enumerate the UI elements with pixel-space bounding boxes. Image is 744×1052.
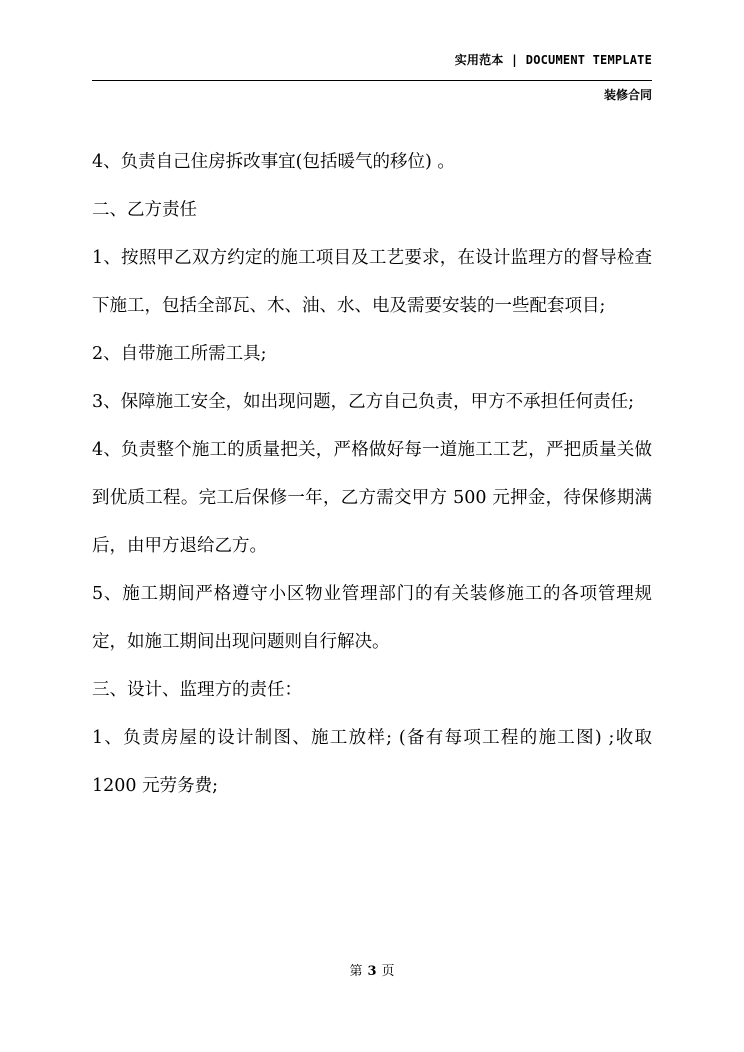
header-label: 实用范本 | DOCUMENT TEMPLATE <box>454 53 652 67</box>
page-suffix: 页 <box>381 964 395 979</box>
page-number: 3 <box>367 964 377 979</box>
paragraph-design-drawings: 1、负责房屋的设计制图、施工放样; (备有每项工程的施工图) ;收取 1200 元劳务费; <box>92 728 652 796</box>
paragraph-construction-items: 1、按照甲乙双方约定的施工项目及工艺要求，在设计监理方的督导检查下施工，包括全部瓦、木、油、水、电及需要安装的一些配套项目; <box>92 248 652 316</box>
page-header <box>92 48 652 105</box>
paragraph-regulations: 5、施工期间严格遵守小区物业管理部门的有关装修施工的各项管理规定，如施工期间出现问题则自行解决。 <box>92 584 652 652</box>
header-divider <box>92 80 652 81</box>
section-heading-party-b: 二、乙方责任 <box>92 200 197 220</box>
page-footer <box>0 962 744 982</box>
document-title: 装修合同 <box>603 88 652 102</box>
paragraph-demolition: 4、负责自己住房拆改事宜(包括暖气的移位) 。 <box>92 152 455 172</box>
paragraph-safety: 3、保障施工安全，如出现问题，乙方自己负责，甲方不承担任何责任; <box>92 392 635 412</box>
document-body <box>92 138 652 810</box>
paragraph-quality: 4、负责整个施工的质量把关，严格做好每一道施工工艺，严把质量关做到优质工程。完工后保修一年，乙方需交甲方 500 元押金，待保修期满后，由甲方退给乙方。 <box>92 440 652 556</box>
section-heading-design-supervision: 三、设计、监理方的责任： <box>92 680 302 700</box>
paragraph-tools: 2、自带施工所需工具; <box>92 344 267 364</box>
page-prefix: 第 <box>349 964 363 979</box>
